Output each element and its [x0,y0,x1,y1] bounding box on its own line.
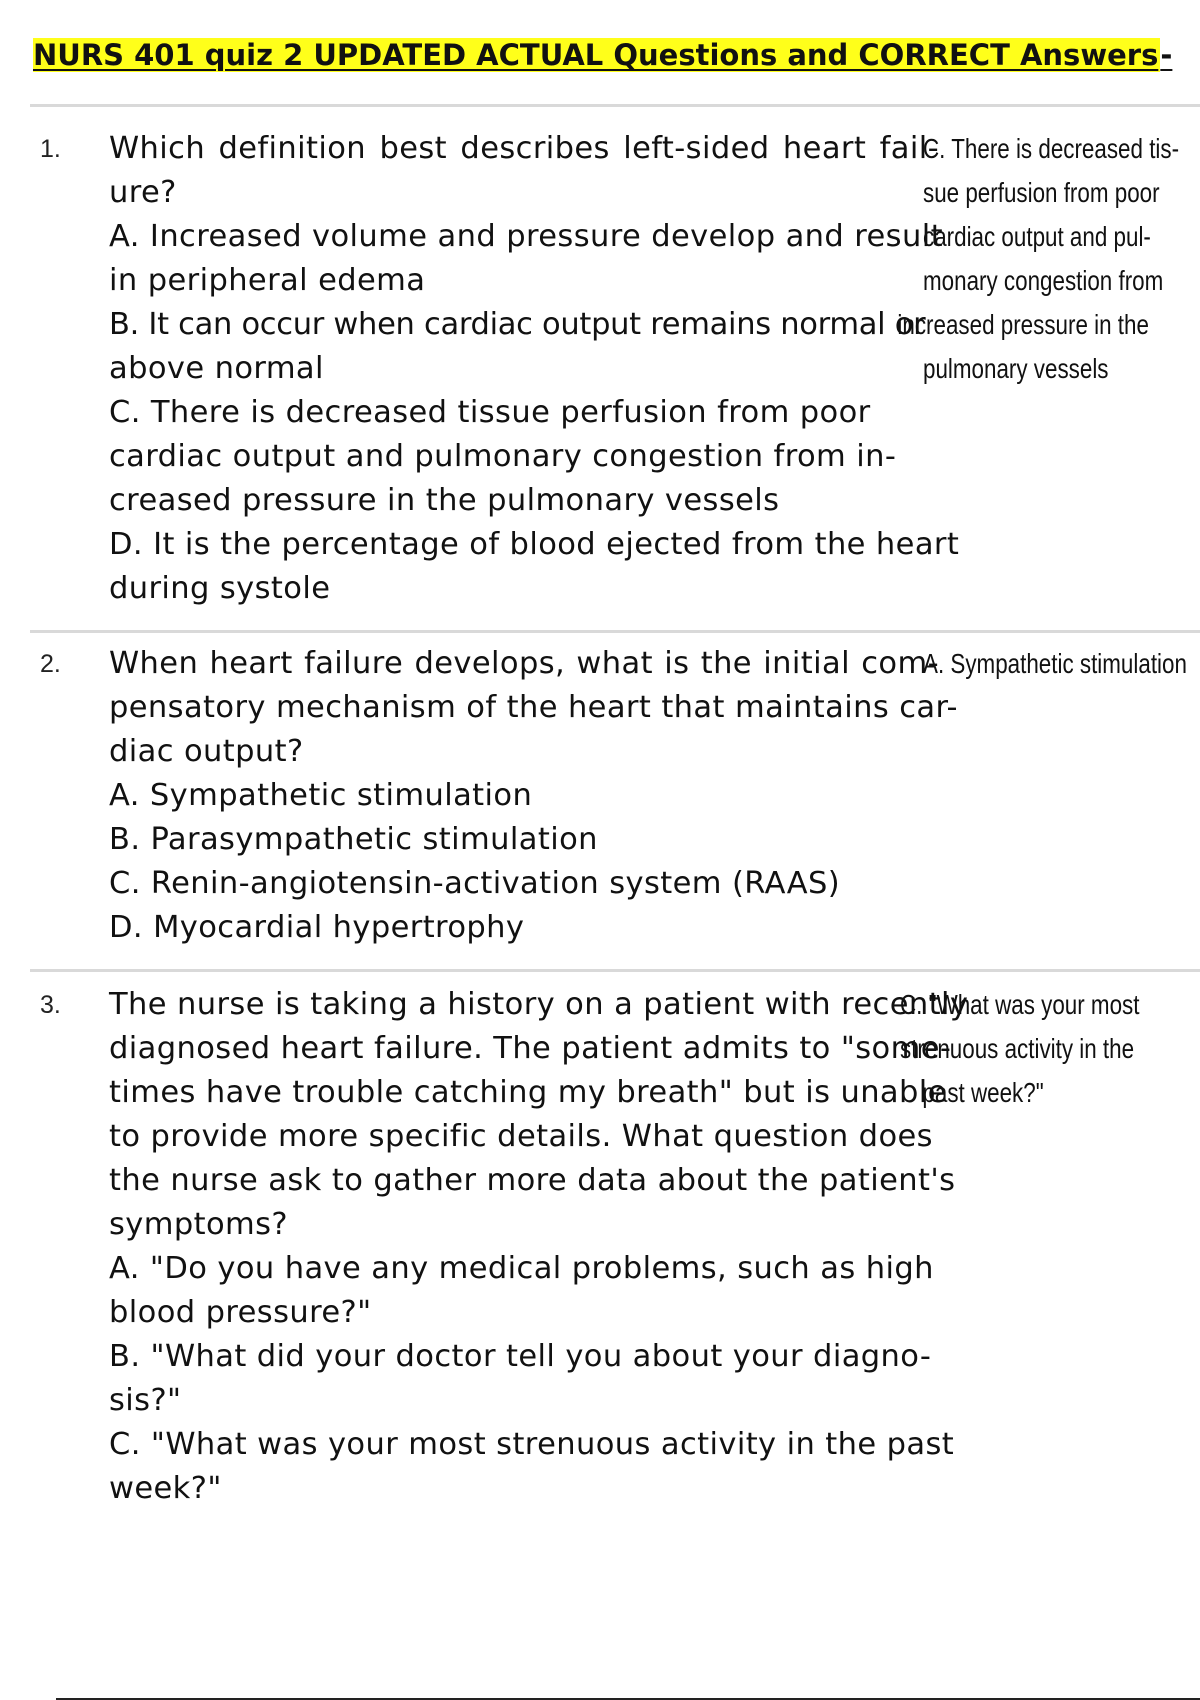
question-line: in peripheral edema [109,263,426,298]
question-text [109,642,958,950]
question-line: above normal [109,351,324,386]
question-line: week?" [109,1471,222,1506]
document-title [33,34,1172,76]
question-line: blood pressure?" [109,1295,372,1330]
question-line: B. "What did your doctor tell you about your diagno- [109,1339,932,1374]
question-line: creased pressure in the pulmonary vessels [109,483,780,518]
question-line: times have trouble catching my breath" but is unable [109,1075,947,1110]
question-line: diac output? [109,734,304,769]
question-line: A. "Do you have any medical problems, such as high [109,1251,934,1286]
answer-line: sue perfusion from poor [923,177,1160,208]
question-line: A. Increased volume and pressure develop and result [109,219,943,254]
question-line: the nurse ask to gather more data about the patient's [109,1163,956,1198]
question-number: 2. [40,650,61,678]
answer-line: C. There is decreased tis- [923,133,1180,164]
question-line: ure? [109,175,177,210]
question-number: 3. [40,991,61,1019]
answer-line: strenuous activity in the [900,1033,1135,1064]
document-title-suffix: - [1160,38,1173,72]
answer-line: cardiac output and pul- [923,221,1151,252]
question-line: C. There is decreased tissue perfusion from poor [109,395,871,430]
question-line: C. Renin-angiotensin-activation system (RAAS) [109,866,841,901]
separator-rule [30,104,1200,107]
answer-text [900,983,1139,1115]
question-line: D. Myocardial hypertrophy [109,910,525,945]
answer-text [923,642,1187,686]
answer-text [897,127,1180,391]
question-line: symptoms? [109,1207,289,1242]
question-line: C. "What was your most strenuous activity in the past [109,1427,955,1462]
question-line: Which definition best describes left-sided heart fail- [109,131,939,166]
answer-line: increased pressure in the [897,309,1149,340]
question-line: D. It is the percentage of blood ejected from the heart [109,527,960,562]
separator-rule [30,630,1200,633]
question-line: sis?" [109,1383,182,1418]
question-text [109,983,969,1511]
question-line: diagnosed heart failure. The patient admits to "some- [109,1031,952,1066]
document-title-text: NURS 401 quiz 2 UPDATED ACTUAL Questions and CORRECT Answers [33,38,1159,72]
answer-line: pulmonary vessels [923,353,1109,384]
answer-line: C. "What was your most [900,989,1140,1020]
question-line: When heart failure develops, what is the initial com- [109,646,939,681]
question-line: to provide more specific details. What question does [109,1119,933,1154]
question-line: A. Sympathetic stimulation [109,778,533,813]
question-number: 1. [40,135,61,163]
question-line: pensatory mechanism of the heart that maintains car- [109,690,958,725]
question-line: during systole [109,571,331,606]
answer-line: monary congestion from [923,265,1164,296]
question-line: B. Parasympathetic stimulation [109,822,598,857]
question-line: cardiac output and pulmonary congestion from in- [109,439,897,474]
question-line: The nurse is taking a history on a patient with recently [109,987,969,1022]
separator-rule [30,969,1200,972]
question-text [109,127,960,611]
question-line: B. It can occur when cardiac output remains normal or [109,307,926,342]
answer-line: past week?" [922,1077,1044,1108]
answer-line: A. Sympathetic stimulation [923,648,1187,679]
